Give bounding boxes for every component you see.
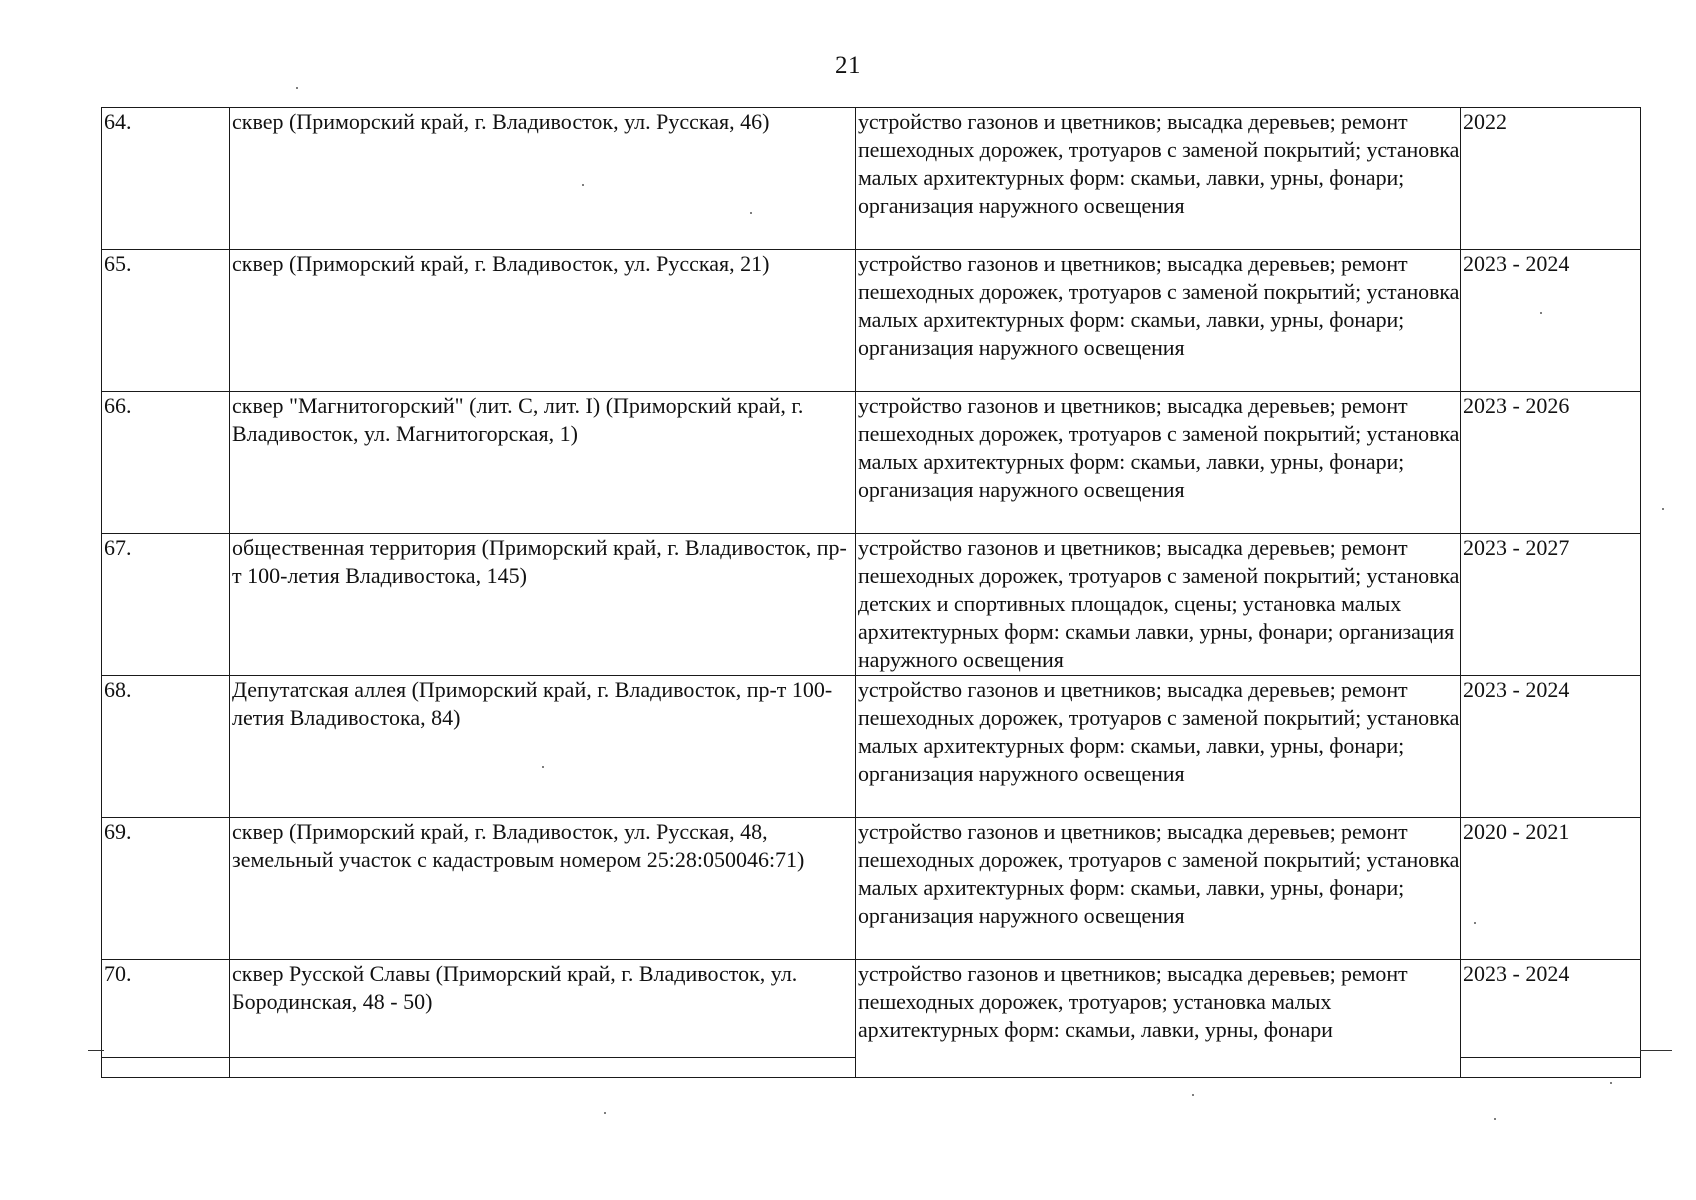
works-description: устройство газонов и цветников; высадка деревьев; ремонт пешеходных дорожек, тротуаров с заменой покрытий; установка малых архитектурных форм: скамьи, лавки, урны, фонари; организация наружного освещения bbox=[858, 251, 1460, 360]
implementation-years: 2022 bbox=[1463, 109, 1507, 134]
implementation-years: 2023 - 2027 bbox=[1463, 535, 1570, 560]
table-row bbox=[102, 818, 1641, 960]
page-number: 21 bbox=[835, 52, 861, 79]
improvement-table bbox=[101, 107, 1641, 1078]
works-cell bbox=[856, 818, 1461, 960]
implementation-years: 2023 - 2024 bbox=[1463, 251, 1570, 276]
row-number: 70. bbox=[104, 961, 132, 986]
row-divider bbox=[102, 1057, 230, 1058]
object-cell bbox=[230, 818, 856, 960]
scan-artifact-line bbox=[88, 1050, 104, 1051]
row-number: 66. bbox=[104, 393, 132, 418]
row-number: 64. bbox=[104, 109, 132, 134]
scan-artifact-line bbox=[1640, 1050, 1672, 1051]
implementation-years: 2023 - 2024 bbox=[1463, 961, 1570, 986]
table-row bbox=[102, 392, 1641, 534]
scan-speck bbox=[1192, 1094, 1194, 1096]
scan-speck bbox=[1494, 1118, 1496, 1120]
years-cell bbox=[1461, 676, 1641, 818]
table-row bbox=[102, 676, 1641, 818]
object-cell bbox=[230, 534, 856, 676]
scan-speck bbox=[750, 212, 752, 214]
works-cell bbox=[856, 250, 1461, 392]
scan-speck bbox=[542, 766, 544, 768]
object-name: сквер "Магнитогорский" (лит. С, лит. I) (Приморский край, г. Владивосток, ул. Магнитогорская, 1) bbox=[232, 393, 804, 446]
works-description: устройство газонов и цветников; высадка деревьев; ремонт пешеходных дорожек, тротуаров с заменой покрытий; установка малых архитектурных форм: скамьи, лавки, урны, фонари; организация наружного освещения bbox=[858, 393, 1460, 502]
scan-speck bbox=[604, 1112, 606, 1114]
row-number-cell bbox=[102, 960, 230, 1078]
object-name: сквер (Приморский край, г. Владивосток, ул. Русская, 48, земельный участок с кадастровым номером 25:28:050046:71) bbox=[232, 819, 805, 872]
row-divider bbox=[230, 1057, 856, 1058]
scan-speck bbox=[1662, 508, 1664, 510]
object-name: Депутатская аллея (Приморский край, г. Владивосток, пр-т 100-летия Владивостока, 84) bbox=[232, 677, 833, 730]
object-name: сквер (Приморский край, г. Владивосток, ул. Русская, 21) bbox=[232, 251, 770, 276]
scan-speck bbox=[1540, 312, 1542, 314]
row-number: 69. bbox=[104, 819, 132, 844]
object-name: сквер (Приморский край, г. Владивосток, ул. Русская, 46) bbox=[232, 109, 770, 134]
years-cell bbox=[1461, 392, 1641, 534]
years-cell bbox=[1461, 250, 1641, 392]
works-cell bbox=[856, 534, 1461, 676]
scan-speck bbox=[1474, 922, 1476, 924]
object-cell bbox=[230, 676, 856, 818]
object-name: общественная территория (Приморский край, г. Владивосток, пр-т 100-летия Владивостока, 145) bbox=[232, 535, 847, 588]
row-number: 68. bbox=[104, 677, 132, 702]
scan-speck bbox=[296, 87, 298, 89]
object-cell bbox=[230, 960, 856, 1078]
row-number: 65. bbox=[104, 251, 132, 276]
scan-speck bbox=[1610, 1082, 1612, 1084]
works-cell bbox=[856, 108, 1461, 250]
works-description: устройство газонов и цветников; высадка деревьев; ремонт пешеходных дорожек, тротуаров; установка малых архитектурных форм: скамьи, лавки, урны, фонари bbox=[858, 961, 1408, 1042]
row-number-cell bbox=[102, 250, 230, 392]
row-number: 67. bbox=[104, 535, 132, 560]
object-cell bbox=[230, 250, 856, 392]
years-cell bbox=[1461, 960, 1641, 1078]
object-name: сквер Русской Славы (Приморский край, г. Владивосток, ул. Бородинская, 48 - 50) bbox=[232, 961, 798, 1014]
years-cell bbox=[1461, 534, 1641, 676]
works-cell bbox=[856, 392, 1461, 534]
table-row bbox=[102, 108, 1641, 250]
row-number-cell bbox=[102, 534, 230, 676]
years-cell bbox=[1461, 108, 1641, 250]
row-number-cell bbox=[102, 676, 230, 818]
row-number-cell bbox=[102, 392, 230, 534]
row-number-cell bbox=[102, 108, 230, 250]
works-description: устройство газонов и цветников; высадка деревьев; ремонт пешеходных дорожек, тротуаров с заменой покрытий; установка малых архитектурных форм: скамьи, лавки, урны, фонари; организация наружного освещения bbox=[858, 819, 1460, 928]
table-row bbox=[102, 250, 1641, 392]
works-cell bbox=[856, 676, 1461, 818]
implementation-years: 2020 - 2021 bbox=[1463, 819, 1570, 844]
table-row bbox=[102, 960, 1641, 1078]
object-cell bbox=[230, 392, 856, 534]
implementation-years: 2023 - 2026 bbox=[1463, 393, 1570, 418]
object-cell bbox=[230, 108, 856, 250]
works-cell bbox=[856, 960, 1461, 1078]
table-row bbox=[102, 534, 1641, 676]
scan-speck bbox=[582, 184, 584, 186]
works-description: устройство газонов и цветников; высадка деревьев; ремонт пешеходных дорожек, тротуаров с заменой покрытий; установка малых архитектурных форм: скамьи, лавки, урны, фонари; организация наружного освещения bbox=[858, 677, 1460, 786]
years-cell bbox=[1461, 818, 1641, 960]
works-description: устройство газонов и цветников; высадка деревьев; ремонт пешеходных дорожек, тротуаров с заменой покрытий; установка детских и спортивных площадок, сцены; установка малых архитектурных форм: скамьи лавки, урны, фонари; организация наружного освещения bbox=[858, 535, 1460, 672]
row-number-cell bbox=[102, 818, 230, 960]
row-divider bbox=[1461, 1057, 1641, 1058]
works-description: устройство газонов и цветников; высадка деревьев; ремонт пешеходных дорожек, тротуаров с заменой покрытий; установка малых архитектурных форм: скамьи, лавки, урны, фонари; организация наружного освещения bbox=[858, 109, 1460, 218]
implementation-years: 2023 - 2024 bbox=[1463, 677, 1570, 702]
